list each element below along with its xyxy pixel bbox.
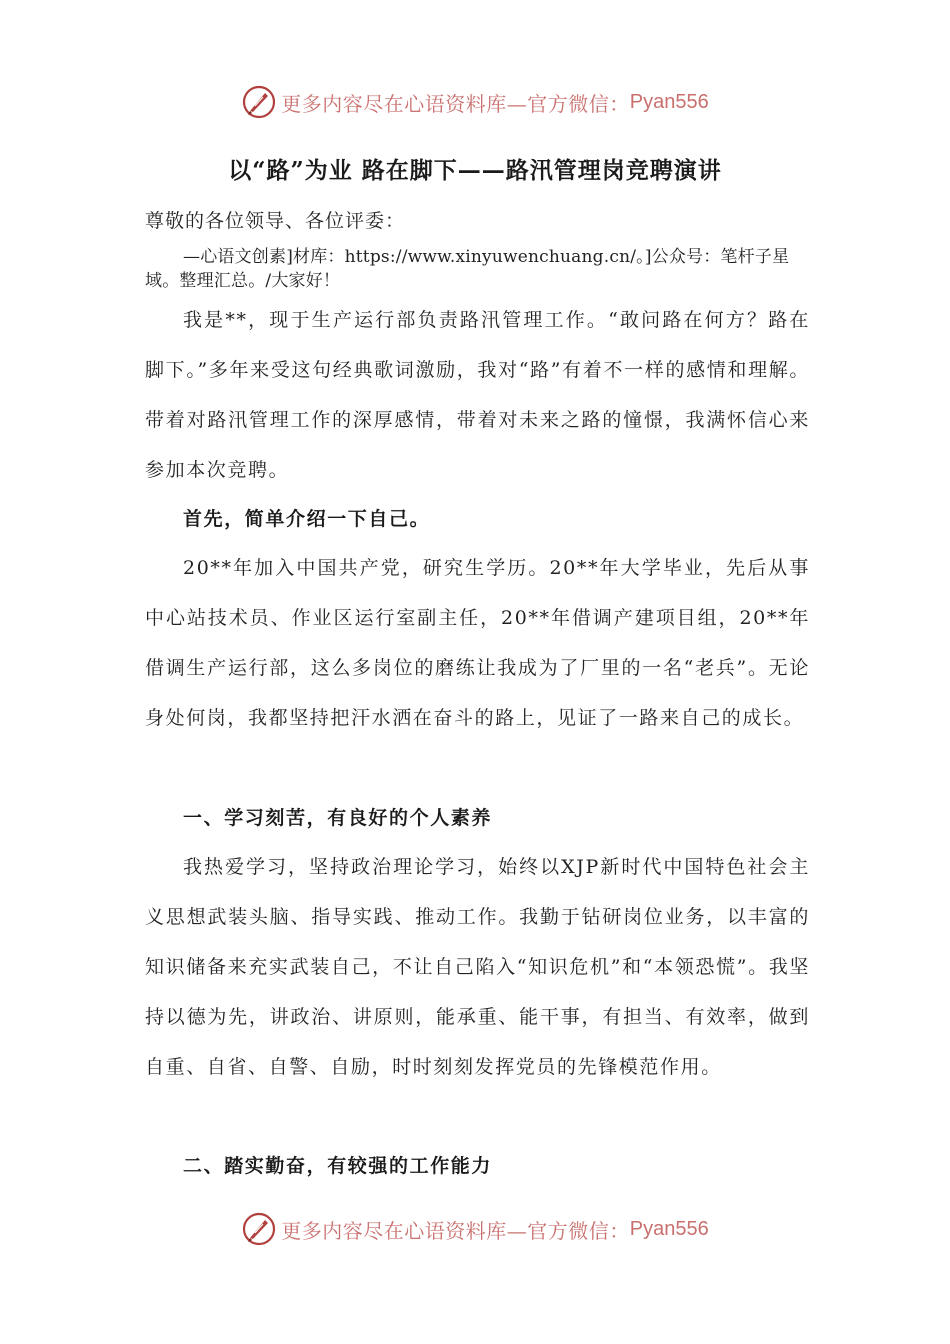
paragraph-opening: 我是**，现于生产运行部负责路汛管理工作。“敢问路在何方？路在脚下。”多年来受这句经典歌词激励，我对“路”有着不一样的感情和理解。带着对路汛管理工作的深厚感情，带着对未来之路的憧憬，我满怀信心来参加本次竞聘。 bbox=[145, 309, 810, 481]
header-watermark-banner bbox=[0, 82, 950, 122]
footer-watermark-banner bbox=[0, 1209, 950, 1249]
section-heading-1: 一、学习刻苦，有良好的个人素养 bbox=[183, 807, 493, 829]
paragraph-self-intro: 20**年加入中国共产党，研究生学历。20**年大学毕业，先后从事中心站技术员、作业区运行室副主任，20**年借调产建项目组，20**年借调生产运行部，这么多岗位的磨练让我成为了厂里的一名“老兵”。无论身处何岗，我都坚持把汗水洒在奋斗的路上，见证了一路来自己的成长。 bbox=[145, 557, 810, 729]
banner-wechat-handle: Pyan556 bbox=[629, 90, 709, 113]
source-note: —心语文创素]材库：https://www.xinyuwenchuang.cn/。]公众号：笔杆子星域。整理汇总。/大家好！ bbox=[145, 247, 790, 291]
banner-text: 更多内容尽在心语资料库—官方微信： bbox=[281, 1218, 630, 1243]
paragraph-section-1: 我热爱学习，坚持政治理论学习，始终以XJP新时代中国特色社会主义思想武装头脑、指导实践、推动工作。我勤于钻研岗位业务，以丰富的知识储备来充实武装自己，不让自己陷入“知识危机”和“本领恐慌”。我坚持以德为先，讲政治、讲原则，能承重、能干事，有担当、有效率，做到自重、自省、自警、自励，时时刻刻发挥党员的先锋模范作用。 bbox=[145, 856, 810, 1078]
section-heading-2: 二、踏实勤奋，有较强的工作能力 bbox=[183, 1155, 493, 1177]
quill-pen-logo-icon bbox=[241, 84, 277, 120]
salutation: 尊敬的各位领导、各位评委： bbox=[145, 210, 406, 232]
banner-wechat-handle: Pyan556 bbox=[629, 1217, 709, 1240]
document-title: 以“路”为业 路在脚下——路汛管理岗竞聘演讲 bbox=[228, 157, 722, 184]
banner-text: 更多内容尽在心语资料库—官方微信： bbox=[281, 91, 630, 116]
quill-pen-logo-icon bbox=[241, 1211, 277, 1247]
heading-self-intro: 首先，简单介绍一下自己。 bbox=[183, 508, 431, 530]
